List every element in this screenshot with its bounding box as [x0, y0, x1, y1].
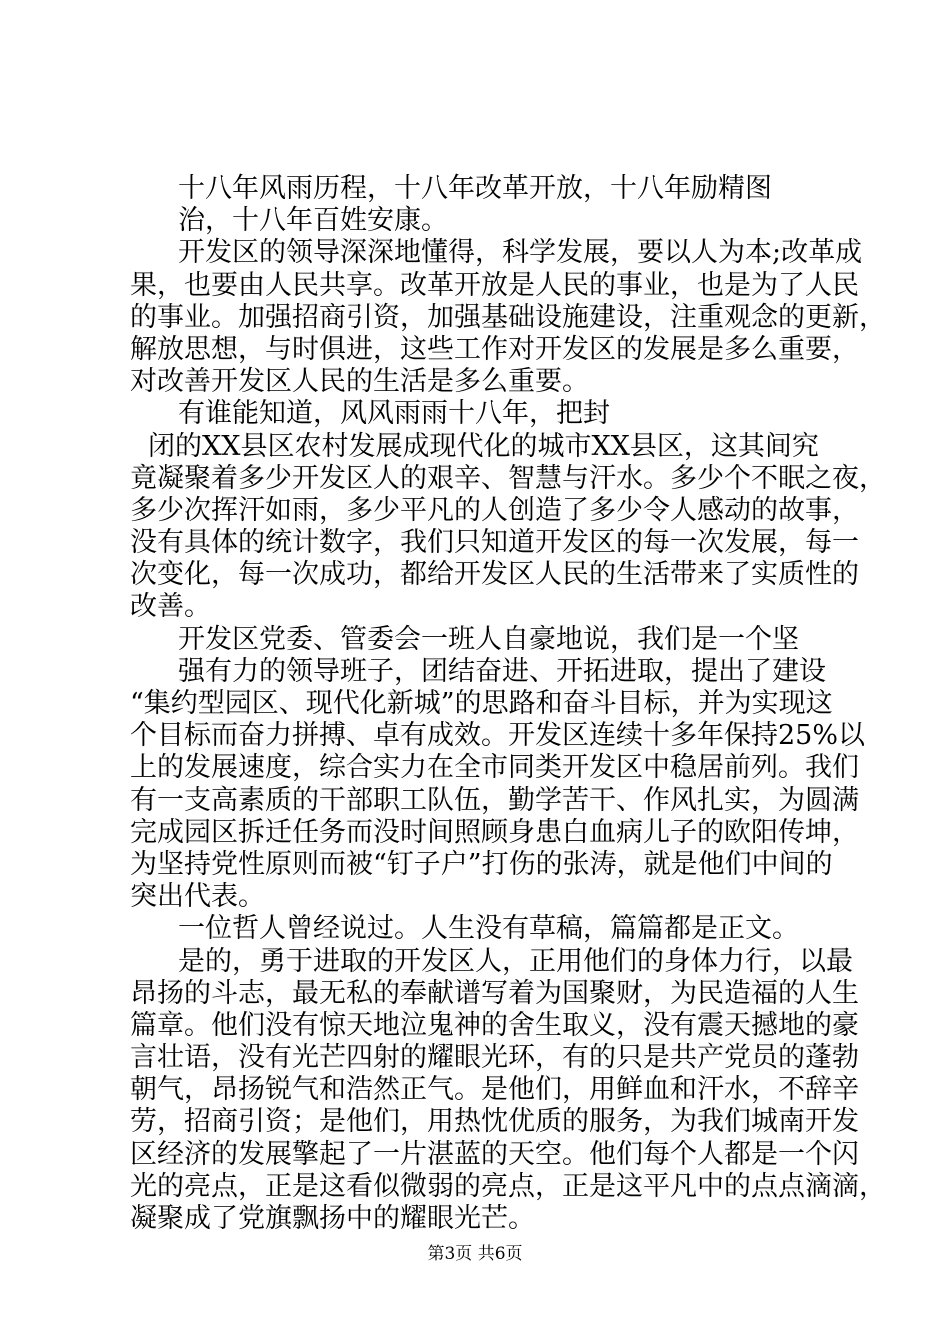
text-line: 竟凝聚着多少开发区人的艰辛、智慧与汗水。多少个不眠之夜， [130, 463, 886, 494]
text-line: “集约型园区、现代化新城”的思路和奋斗目标，并为实现这 [130, 688, 833, 719]
text-line: 多少次挥汗如雨，多少平凡的人创造了多少令人感动的故事， [130, 495, 859, 526]
text-line: 篇章。他们没有惊天地泣鬼神的舍生取义，没有震天撼地的豪 [130, 1010, 859, 1041]
text-line: 为坚持党性原则而被“钉子户”打伤的张涛，就是他们中间的 [130, 849, 833, 880]
text-line: 的事业。加强招商引资，加强基础设施建设，注重观念的更新， [130, 302, 886, 333]
text-line: 光的亮点，正是这看似微弱的亮点，正是这平凡中的点点滴滴， [130, 1171, 886, 1202]
text-line: 没有具体的统计数字，我们只知道开发区的每一次发展，每一 [130, 527, 859, 558]
text-line: 治，十八年百姓安康。 [178, 205, 448, 236]
text-line: 强有力的领导班子，团结奋进、开拓进取，提出了建设 [178, 656, 826, 687]
text-line: 改善。 [130, 591, 211, 622]
text-line: 闭的XX县区农村发展成现代化的城市XX县区，这其间究 [148, 431, 819, 462]
text-line: 果，也要由人民共享。改革开放是人民的事业，也是为了人民 [130, 270, 859, 301]
text-line: 是的，勇于进取的开发区人，正用他们的身体力行，以最 [178, 946, 853, 977]
text-line: 一位哲人曾经说过。人生没有草稿，篇篇都是正文。 [178, 913, 799, 944]
text-line: 有谁能知道，风风雨雨十八年，把封 [178, 398, 610, 429]
text-line: 劳，招商引资；是他们，用热忱优质的服务，为我们城南开发 [130, 1106, 859, 1137]
text-line: 个目标而奋力拼搏、卓有成效。开发区连续十多年保持25%以 [130, 720, 866, 751]
text-line: 上的发展速度，综合实力在全市同类开发区中稳居前列。我们 [130, 752, 859, 783]
text-line: 对改善开发区人民的生活是多么重要。 [130, 366, 589, 397]
text-line: 言壮语，没有光芒四射的耀眼光环，有的只是共产党员的蓬勃 [130, 1042, 859, 1073]
text-line: 十八年风雨历程，十八年改革开放，十八年励精图 [178, 173, 772, 204]
text-line: 朝气，昂扬锐气和浩然正气。是他们，用鲜血和汗水，不辞辛 [130, 1074, 859, 1105]
text-line: 突出代表。 [130, 881, 265, 912]
text-line: 区经济的发展擎起了一片湛蓝的天空。他们每个人都是一个闪 [130, 1139, 859, 1170]
text-line: 昂扬的斗志，最无私的奉献谱写着为国聚财，为民造福的人生 [130, 978, 859, 1009]
text-line: 有一支高素质的干部职工队伍，勤学苦干、作风扎实，为圆满 [130, 785, 859, 816]
text-line: 解放思想，与时俱进，这些工作对开发区的发展是多么重要， [130, 334, 859, 365]
text-line: 开发区党委、管委会一班人自豪地说，我们是一个坚 [178, 624, 799, 655]
text-line: 完成园区拆迁任务而没时间照顾身患白血病儿子的欧阳传坤， [130, 817, 859, 848]
text-line: 凝聚成了党旗飘扬中的耀眼光芒。 [130, 1203, 535, 1234]
page-number: 第3页 共6页 [427, 1244, 523, 1264]
text-line: 开发区的领导深深地懂得，科学发展，要以人为本;改革成 [178, 237, 863, 268]
text-line: 次变化，每一次成功，都给开发区人民的生活带来了实质性的 [130, 559, 859, 590]
